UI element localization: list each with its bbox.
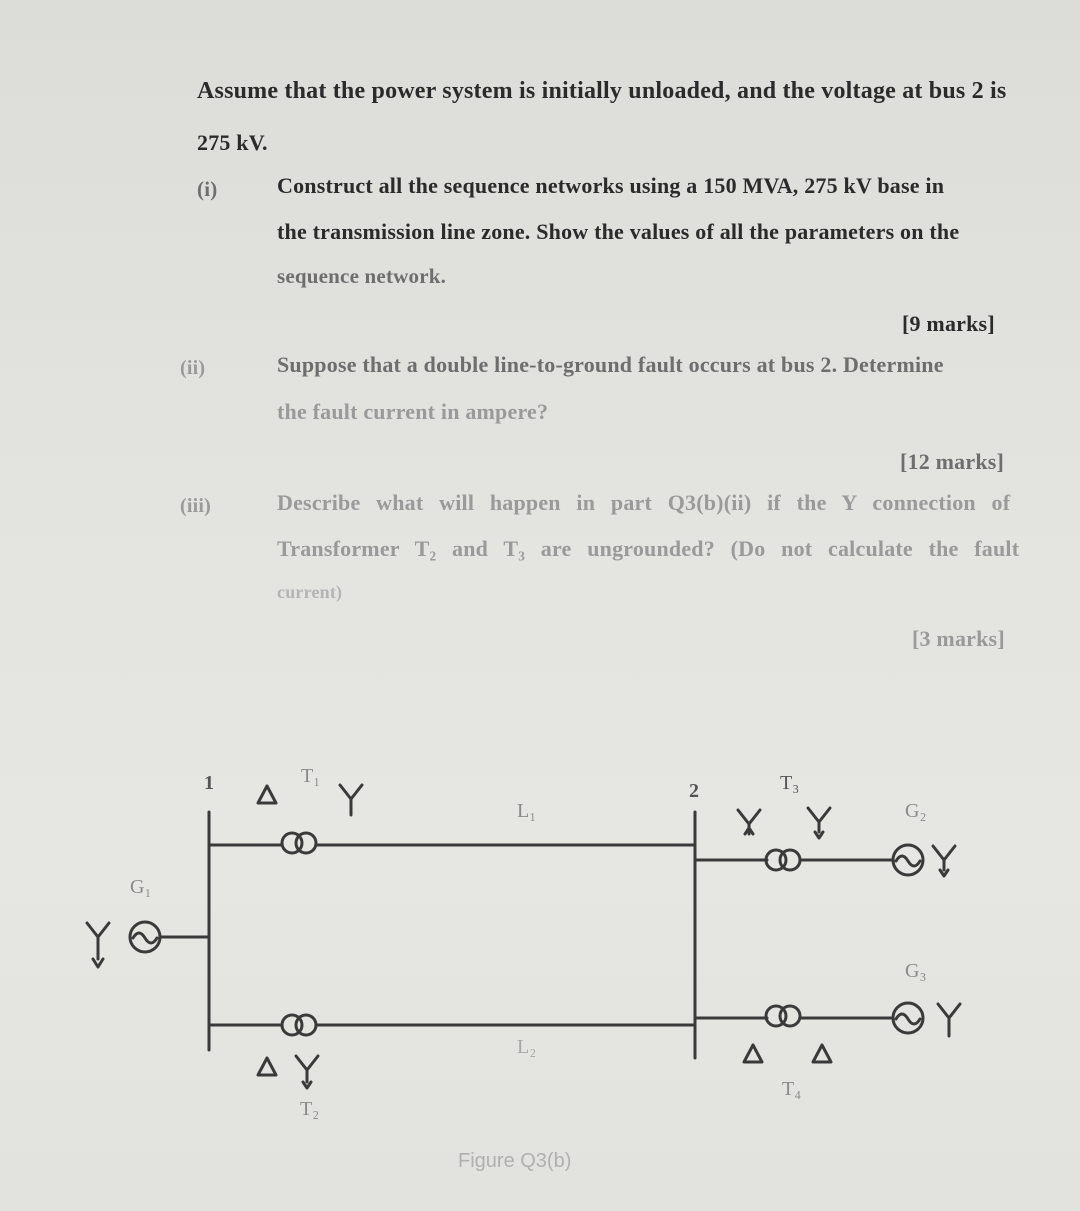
- bus-2-label: 2: [689, 780, 699, 802]
- g1-sine: [133, 933, 157, 943]
- l1-label: L₁: [517, 800, 537, 822]
- t3-grounded-wye-left: [738, 810, 760, 834]
- l2-label: L₂: [517, 1036, 537, 1058]
- figure-caption: Figure Q3(b): [458, 1150, 572, 1172]
- t3-coil-right: [780, 850, 800, 870]
- question-2-line-2: the fault current in ampere?: [277, 399, 549, 424]
- question-3-line-2: Transformer T₂ and T₃ are ungrounded? (Do not calculate the fault: [277, 536, 1020, 561]
- question-1-marks: [9 marks]: [902, 311, 995, 336]
- g1-label: G₁: [130, 876, 152, 898]
- t4-delta-right: [813, 1045, 831, 1062]
- t2-label: T₂: [300, 1098, 320, 1120]
- question-3-marks: [3 marks]: [912, 626, 1005, 651]
- question-2-line-1: Suppose that a double line-to-ground fault occurs at bus 2. Determine: [277, 352, 944, 377]
- question-1-line-3: sequence network.: [277, 264, 447, 288]
- question-3-line-3: current): [277, 582, 343, 602]
- t1-label: T₁: [301, 765, 321, 787]
- g3-sine: [896, 1014, 920, 1024]
- t2-delta: [258, 1058, 276, 1075]
- t2-grounded-wye: [296, 1056, 318, 1088]
- t4-label: T₄: [782, 1078, 802, 1100]
- t3-label: T₃: [780, 772, 800, 794]
- question-1-line-1: Construct all the sequence networks using a 150 MVA, 275 kV base in: [277, 173, 945, 198]
- t4-delta-left: [744, 1045, 762, 1062]
- t1-wye: [340, 785, 362, 815]
- g3-label: G₃: [905, 960, 927, 982]
- t4-coil-right: [780, 1006, 800, 1026]
- intro-line-1: Assume that the power system is initially unloaded, and the voltage at bus 2 is: [197, 78, 1007, 104]
- g3-wye: [938, 1004, 960, 1036]
- intro-line-2: 275 kV.: [197, 130, 268, 155]
- t2-coil-right: [296, 1015, 316, 1035]
- t3-grounded-wye-right: [808, 808, 830, 838]
- question-3-number: (iii): [180, 495, 211, 517]
- question-1-line-2: the transmission line zone. Show the values of all the parameters on the: [277, 219, 960, 244]
- t1-coil-right: [296, 833, 316, 853]
- question-2-marks: [12 marks]: [900, 449, 1005, 474]
- g2-sine: [896, 856, 920, 866]
- g2-grounded-wye: [933, 846, 955, 876]
- question-1-number: (i): [197, 177, 218, 201]
- t1-delta: [258, 786, 276, 803]
- question-2-number: (ii): [180, 357, 206, 379]
- bus-1-label: 1: [204, 772, 214, 794]
- g1-grounded-wye: [87, 923, 109, 967]
- g2-label: G₂: [905, 800, 927, 822]
- question-3-line-1: Describe what will happen in part Q3(b)(ii) if the Y connection of: [277, 490, 1011, 515]
